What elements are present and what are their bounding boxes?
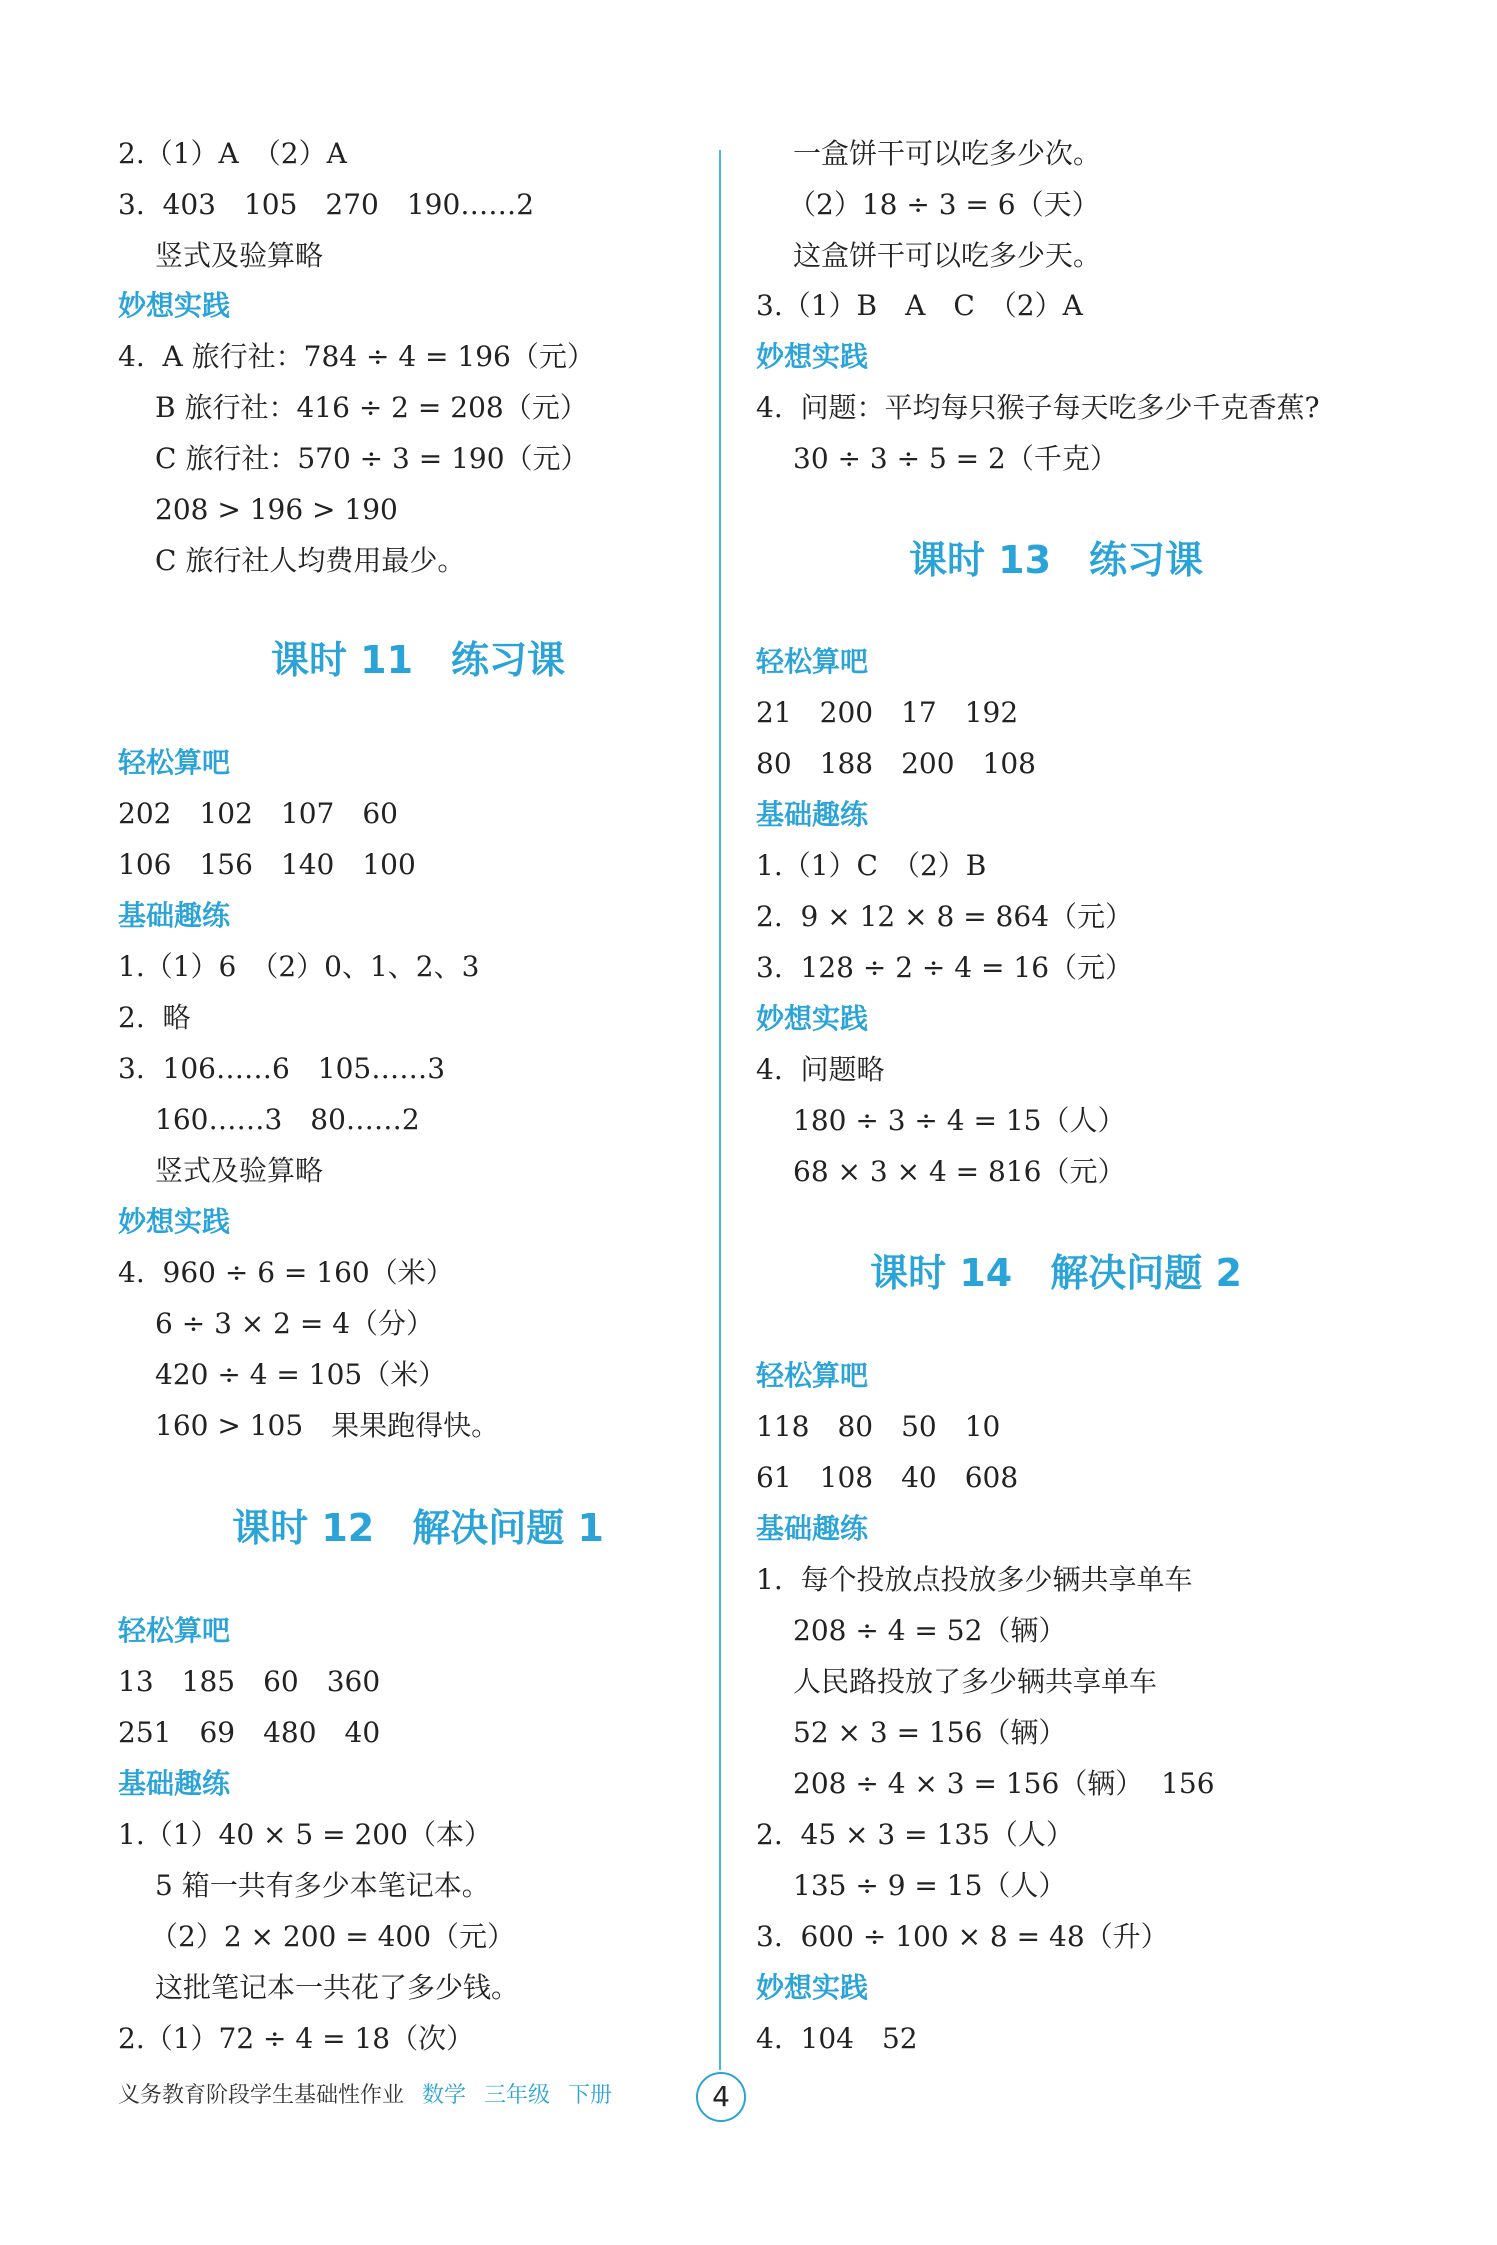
right-lesson-title: 课时 14 解决问题 2 bbox=[870, 1251, 1242, 1295]
left-answer-line: 420 ÷ 4 = 105（米） bbox=[155, 1358, 447, 1391]
footer-volume: 下册 bbox=[568, 2083, 613, 2108]
right-answer-line: 1. 每个投放点投放多少辆共享单车 bbox=[756, 1563, 1193, 1596]
left-answer-line: 1.（1）6 （2）0、1、2、3 bbox=[118, 950, 480, 983]
right-answer-line: 2. 9 × 12 × 8 = 864（元） bbox=[756, 900, 1134, 933]
column-divider bbox=[719, 150, 721, 2070]
right-answer-line: 180 ÷ 3 ÷ 4 = 15（人） bbox=[793, 1104, 1126, 1137]
right-section-heading: 基础趣练 bbox=[756, 1512, 869, 1545]
right-answer-line: 2. 45 × 3 = 135（人） bbox=[756, 1818, 1074, 1851]
left-answer-line: 5 箱一共有多少本笔记本。 bbox=[155, 1869, 490, 1902]
left-answer-line: 106 156 140 100 bbox=[118, 848, 416, 881]
left-lesson-title: 课时 11 练习课 bbox=[270, 638, 566, 682]
right-answer-line: 4. 问题：平均每只猴子每天吃多少千克香蕉? bbox=[756, 391, 1320, 424]
right-answer-line: 一盒饼干可以吃多少次。 bbox=[793, 137, 1102, 170]
right-section-heading: 妙想实践 bbox=[756, 1002, 869, 1035]
page-number: 4 bbox=[696, 2072, 746, 2122]
right-answer-line: 21 200 17 192 bbox=[756, 696, 1019, 729]
right-section-heading: 基础趣练 bbox=[756, 798, 869, 831]
left-answer-line: 2.（1）A （2）A bbox=[118, 137, 347, 170]
right-answer-line: 135 ÷ 9 = 15（人） bbox=[793, 1869, 1067, 1902]
left-answer-line: 13 185 60 360 bbox=[118, 1665, 381, 1698]
left-answer-line: 202 102 107 60 bbox=[118, 797, 398, 830]
left-section-heading: 轻松算吧 bbox=[118, 1614, 231, 1647]
left-answer-line: 竖式及验算略 bbox=[155, 1154, 324, 1187]
left-section-heading: 妙想实践 bbox=[118, 1205, 231, 1238]
left-answer-line: 竖式及验算略 bbox=[155, 239, 324, 272]
footer-grade: 三年级 bbox=[484, 2083, 551, 2108]
footer-subject: 数学 bbox=[422, 2083, 467, 2108]
right-section-heading: 轻松算吧 bbox=[756, 1359, 869, 1392]
right-answer-line: 3.（1）B A C （2）A bbox=[756, 289, 1083, 322]
left-lesson-title: 课时 12 解决问题 1 bbox=[232, 1506, 604, 1550]
right-answer-line: 68 × 3 × 4 = 816（元） bbox=[793, 1155, 1126, 1188]
left-answer-line: 6 ÷ 3 × 2 = 4（分） bbox=[155, 1307, 435, 1340]
right-answer-line: 208 ÷ 4 = 52（辆） bbox=[793, 1614, 1067, 1647]
right-answer-line: 80 188 200 108 bbox=[756, 747, 1036, 780]
right-section-heading: 妙想实践 bbox=[756, 1971, 869, 2004]
right-answer-line: 4. 问题略 bbox=[756, 1053, 885, 1086]
right-lesson-title: 课时 13 练习课 bbox=[908, 538, 1204, 582]
right-answer-line: 30 ÷ 3 ÷ 5 = 2（千克） bbox=[793, 442, 1118, 475]
right-section-heading: 妙想实践 bbox=[756, 340, 869, 373]
left-answer-line: 3. 403 105 270 190……2 bbox=[118, 188, 535, 221]
left-answer-line: 这批笔记本一共花了多少钱。 bbox=[155, 1971, 520, 2004]
left-answer-line: 3. 106……6 105……3 bbox=[118, 1052, 446, 1085]
right-answer-line: 118 80 50 10 bbox=[756, 1410, 1001, 1443]
left-answer-line: （2）2 × 200 = 400（元） bbox=[150, 1920, 516, 1953]
left-answer-line: 4. A 旅行社：784 ÷ 4 = 196（元） bbox=[118, 340, 595, 373]
footer-series: 义务教育阶段学生基础性作业 bbox=[118, 2083, 405, 2108]
right-answer-line: 3. 128 ÷ 2 ÷ 4 = 16（元） bbox=[756, 951, 1134, 984]
right-answer-line: （2）18 ÷ 3 = 6（天） bbox=[788, 188, 1100, 221]
right-answer-line: 208 ÷ 4 × 3 = 156（辆） 156 bbox=[793, 1767, 1215, 1800]
left-section-heading: 妙想实践 bbox=[118, 289, 231, 322]
footer bbox=[118, 2080, 612, 2112]
left-section-heading: 轻松算吧 bbox=[118, 746, 231, 779]
right-answer-line: 52 × 3 = 156（辆） bbox=[793, 1716, 1067, 1749]
left-answer-line: B 旅行社：416 ÷ 2 = 208（元） bbox=[155, 391, 588, 424]
left-answer-line: 1.（1）40 × 5 = 200（本） bbox=[118, 1818, 492, 1851]
left-answer-line: 4. 960 ÷ 6 = 160（米） bbox=[118, 1256, 454, 1289]
right-answer-line: 4. 104 52 bbox=[756, 2022, 918, 2055]
left-answer-line: 160 > 105 果果跑得快。 bbox=[155, 1409, 500, 1442]
right-answer-line: 这盒饼干可以吃多少天。 bbox=[793, 239, 1102, 272]
right-answer-line: 3. 600 ÷ 100 × 8 = 48（升） bbox=[756, 1920, 1169, 1953]
left-answer-line: C 旅行社人均费用最少。 bbox=[155, 544, 466, 577]
left-section-heading: 基础趣练 bbox=[118, 1767, 231, 1800]
right-section-heading: 轻松算吧 bbox=[756, 645, 869, 678]
right-answer-line: 人民路投放了多少辆共享单车 bbox=[793, 1665, 1158, 1698]
right-answer-line: 61 108 40 608 bbox=[756, 1461, 1019, 1494]
left-answer-line: 208 > 196 > 190 bbox=[155, 493, 398, 526]
left-section-heading: 基础趣练 bbox=[118, 899, 231, 932]
left-answer-line: 2. 略 bbox=[118, 1001, 191, 1034]
left-answer-line: 160……3 80……2 bbox=[155, 1103, 420, 1136]
left-answer-line: C 旅行社：570 ÷ 3 = 190（元） bbox=[155, 442, 589, 475]
left-answer-line: 251 69 480 40 bbox=[118, 1716, 381, 1749]
right-answer-line: 1.（1）C （2）B bbox=[756, 849, 987, 882]
left-answer-line: 2.（1）72 ÷ 4 = 18（次） bbox=[118, 2022, 475, 2055]
